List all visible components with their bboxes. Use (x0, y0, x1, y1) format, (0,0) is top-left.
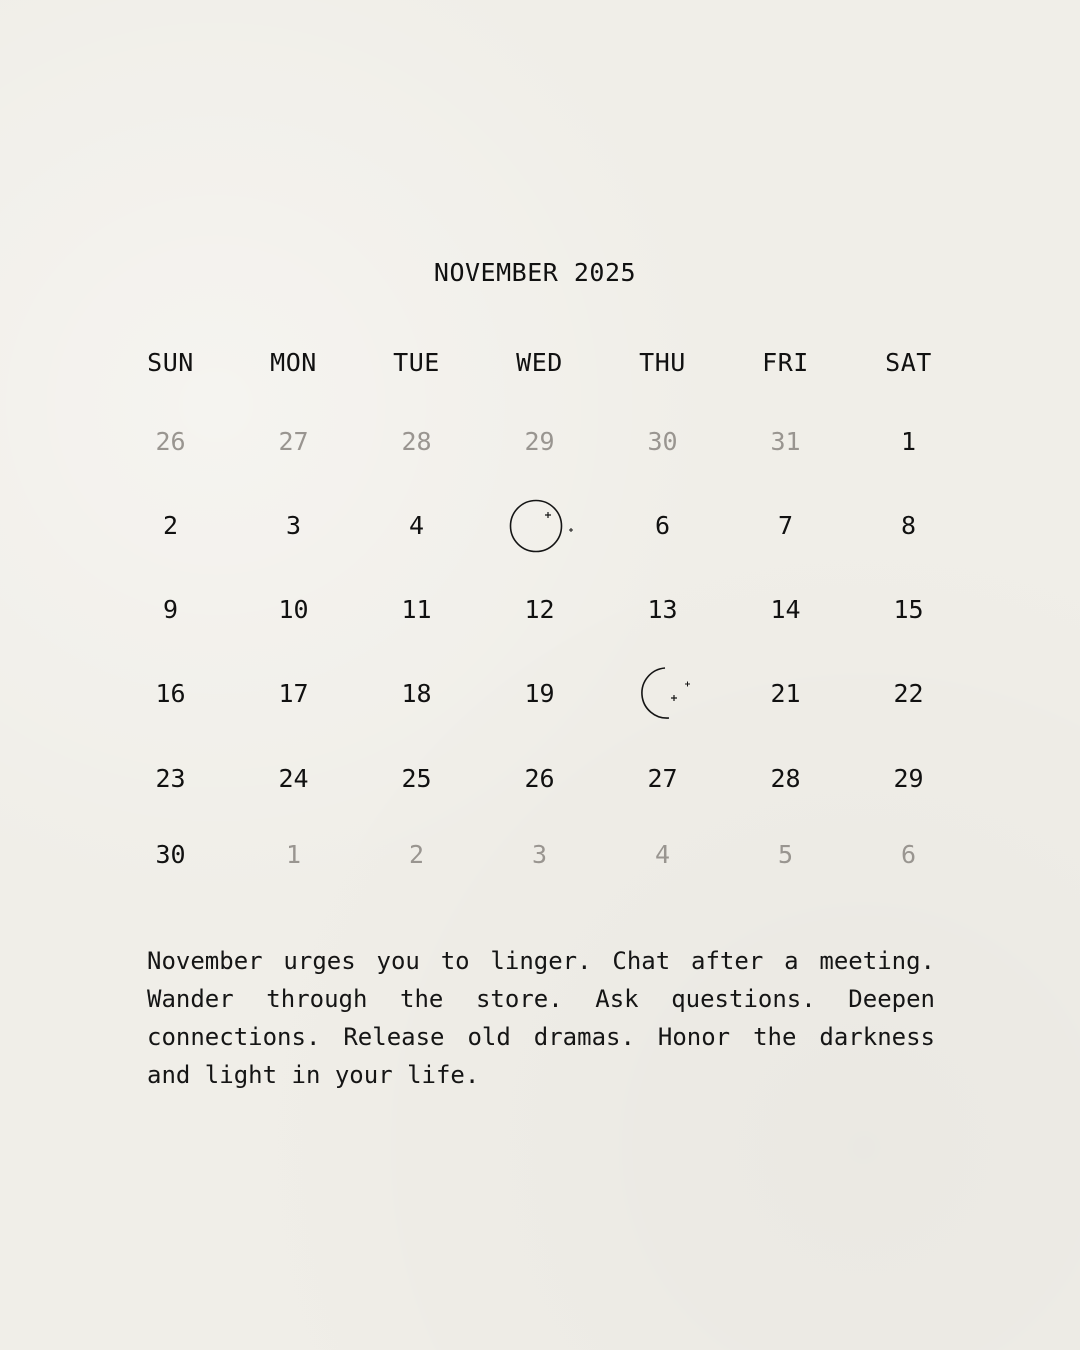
day-cell: 14 (770, 594, 801, 624)
day-cell: 4 (654, 839, 671, 869)
day-cell: 15 (893, 594, 924, 624)
weekday-thu: THU (639, 347, 686, 377)
day-cell: 6 (654, 510, 671, 540)
weekday-sun: SUN (147, 347, 194, 377)
day-cell: 2 (408, 839, 425, 869)
day-cell: 1 (285, 839, 302, 869)
weekday-header-row (109, 340, 971, 384)
day-cell: 25 (401, 763, 432, 793)
week-row-4 (109, 671, 971, 715)
day-cell: 30 (647, 426, 678, 456)
day-cell: 27 (278, 426, 309, 456)
day-cell: 6 (900, 839, 917, 869)
day-cell-new-moon (601, 671, 724, 715)
week-row-2 (109, 503, 971, 547)
weekday-mon: MON (270, 347, 317, 377)
day-cell: 9 (162, 594, 179, 624)
day-cell: 8 (900, 510, 917, 540)
day-cell: 28 (401, 426, 432, 456)
weekday-sat: SAT (885, 347, 932, 377)
day-cell: 29 (893, 763, 924, 793)
day-cell-full-moon (478, 503, 601, 547)
day-cell: 11 (401, 594, 432, 624)
day-cell: 17 (278, 678, 309, 708)
day-cell: 4 (408, 510, 425, 540)
day-cell: 18 (401, 678, 432, 708)
weekday-wed: WED (516, 347, 563, 377)
week-row-1 (109, 419, 971, 463)
day-cell: 19 (524, 678, 555, 708)
day-cell: 26 (524, 763, 555, 793)
month-title: NOVEMBER 2025 (433, 258, 637, 287)
day-cell: 23 (155, 763, 186, 793)
day-cell: 16 (155, 678, 186, 708)
week-row-5 (109, 756, 971, 800)
day-cell: 22 (893, 678, 924, 708)
new-moon-icon (623, 658, 703, 728)
week-row-6 (109, 832, 971, 876)
day-cell: 29 (524, 426, 555, 456)
day-cell: 24 (278, 763, 309, 793)
day-cell: 30 (155, 839, 186, 869)
day-cell: 31 (770, 426, 801, 456)
day-cell: 27 (647, 763, 678, 793)
day-cell: 10 (278, 594, 309, 624)
day-cell: 1 (900, 426, 917, 456)
day-cell: 5 (777, 839, 794, 869)
day-cell: 2 (162, 510, 179, 540)
day-cell: 21 (770, 678, 801, 708)
day-cell: 3 (531, 839, 548, 869)
day-cell: 3 (285, 510, 302, 540)
day-cell: 13 (647, 594, 678, 624)
day-cell: 12 (524, 594, 555, 624)
weekday-tue: TUE (393, 347, 440, 377)
weekday-fri: FRI (762, 347, 809, 377)
full-moon-icon (500, 490, 580, 560)
monthly-quote: November urges you to linger. Chat after a meeting. Wander through the store. Ask questions. Deepen connections. Release old dramas. Honor the darkness and light in your life. (147, 947, 935, 1089)
day-cell: 26 (155, 426, 186, 456)
day-cell: 7 (777, 510, 794, 540)
week-row-3 (109, 587, 971, 631)
day-cell: 28 (770, 763, 801, 793)
